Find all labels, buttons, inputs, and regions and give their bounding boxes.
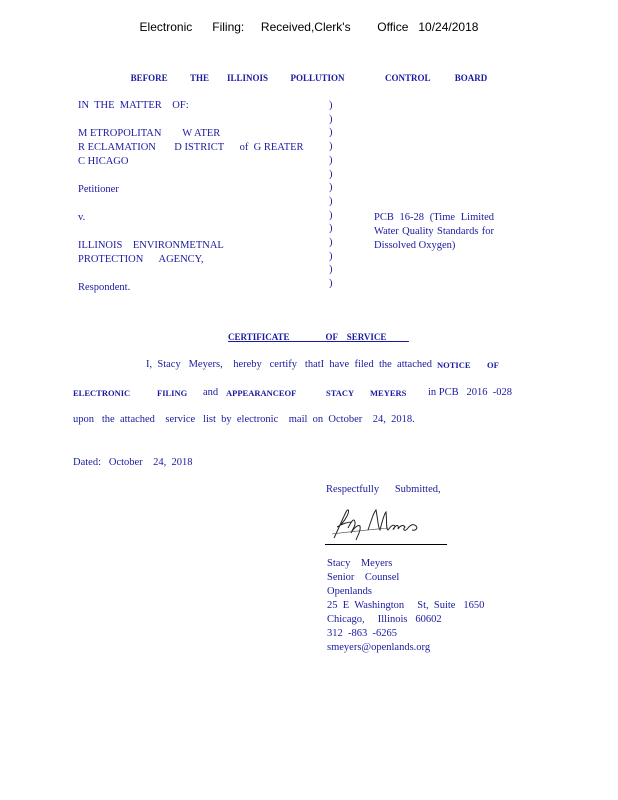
of-word: OF — [487, 360, 499, 370]
meyers-word: MEYERS — [370, 388, 407, 398]
signer-name: Stacy Meyers — [327, 558, 393, 569]
respondent-name-line-2: PROTECTION AGENCY, — [78, 254, 204, 265]
email-address: smeyers@openlands.org — [327, 642, 431, 653]
petitioner-name-line-1: M ETROPOLITAN W ATER — [78, 128, 221, 139]
appearance-word: APPEARANCEOF — [226, 388, 297, 398]
in-the-matter-label: IN THE MATTER OF: — [78, 100, 189, 111]
petitioner-role: Petitioner — [78, 184, 119, 195]
filing-stamp-header: Electronic Filing: Received,Clerk's Office 10/24/2018 — [139, 20, 479, 34]
and-word: and — [203, 387, 219, 398]
versus-label: v. — [78, 212, 86, 223]
phone-number: 312 -863 -6265 — [327, 628, 397, 639]
stacy-word: STACY — [326, 388, 355, 398]
board-title: BEFORE THE ILLINOIS POLLUTION CONTROL BOARD — [130, 73, 488, 83]
certify-line-3: upon the attached service list by electronic mail on October 24, 2018. — [73, 414, 415, 425]
electronic-word: ELECTRONIC — [73, 388, 131, 398]
respondent-role: Respondent. — [78, 282, 131, 293]
address-line-1: 25 E Washington St, Suite 1650 — [327, 600, 485, 611]
respondent-name-line-1: ILLINOIS ENVIRONMETNAL — [78, 240, 224, 251]
notice-word: NOTICE — [437, 360, 471, 370]
signature-line — [325, 544, 447, 545]
handwritten-signature — [328, 500, 428, 542]
signer-title: Senior Counsel — [327, 572, 400, 583]
certificate-title: CERTIFICATE OF SERVICE — [228, 332, 409, 342]
petitioner-name-line-2: R ECLAMATION D ISTRICT of G REATER — [78, 142, 304, 153]
filing-word: FILING — [157, 388, 188, 398]
address-line-2: Chicago, Illinois 60602 — [327, 614, 442, 625]
caption-parentheses: ) ) ) ) ) ) ) ) ) ) ) ) ) ) — [329, 100, 333, 290]
signer-organization: Openlands — [327, 586, 372, 597]
closing-text: Respectfully Submitted, — [326, 484, 441, 495]
petitioner-name-line-3: C HICAGO — [78, 156, 129, 167]
certify-line-1: I, Stacy Meyers, hereby certify thatI have filed the attached — [146, 359, 433, 370]
dated-line: Dated: October 24, 2018 — [73, 457, 193, 468]
case-number-info: PCB 16-28 (Time Limited Water Quality Standards for Dissolved Oxygen) — [374, 212, 494, 251]
pcb-number: in PCB 2016 -028 — [428, 387, 513, 398]
